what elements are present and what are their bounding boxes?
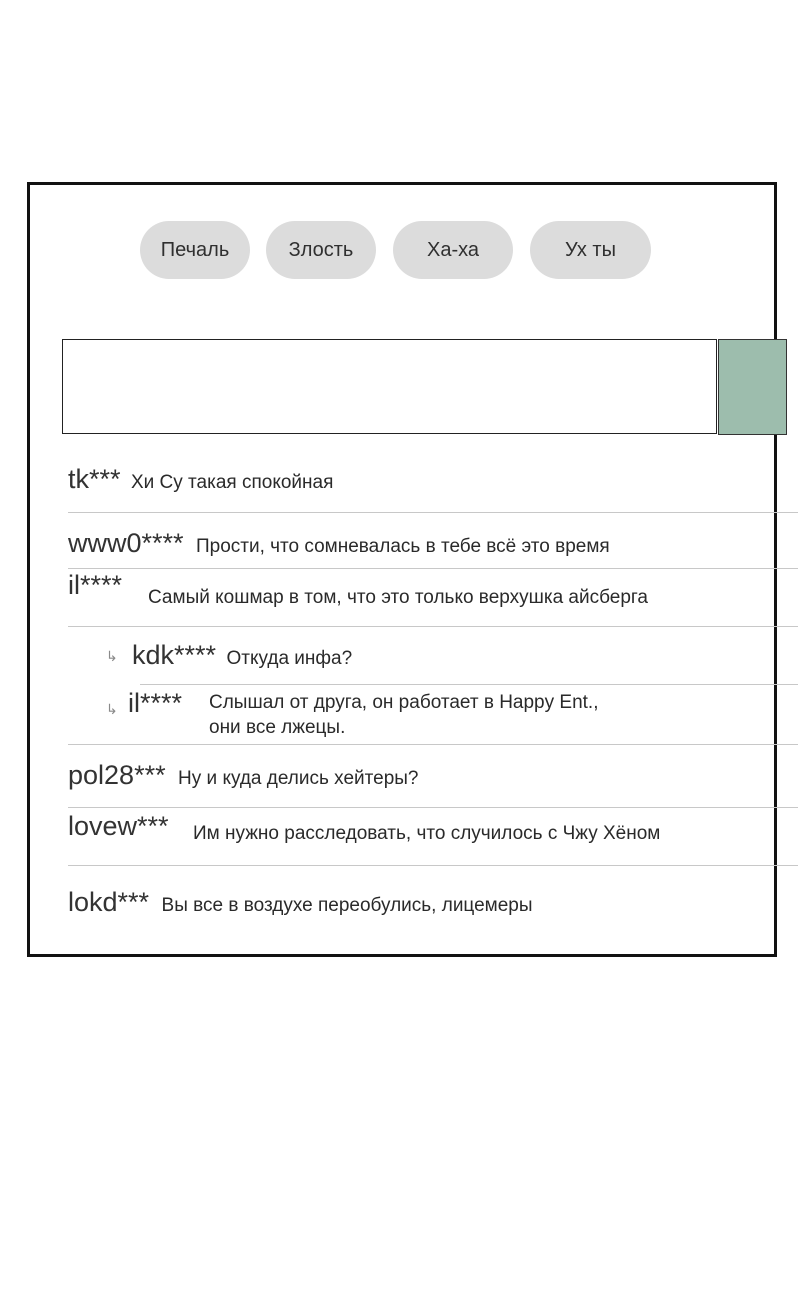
reaction-haha-button[interactable]: Ха-ха bbox=[393, 221, 513, 279]
comment-item bbox=[193, 823, 660, 845]
comment-username: www0**** bbox=[68, 528, 184, 558]
comment-item bbox=[68, 811, 169, 842]
comment-item bbox=[68, 570, 122, 601]
comment-text: Откуда инфа? bbox=[226, 648, 353, 669]
comment-username: il**** bbox=[128, 688, 183, 718]
comment-item bbox=[68, 760, 418, 791]
comment-text-line: Слышал от друга, он работает в Happy Ent., bbox=[209, 692, 599, 713]
comment-username: il**** bbox=[68, 570, 123, 600]
comment-text-line: они все лжецы. bbox=[209, 717, 346, 738]
reply-arrow-icon: ↳ bbox=[106, 648, 118, 664]
comment-text bbox=[209, 692, 598, 739]
reaction-wow-button[interactable]: Ух ты bbox=[530, 221, 651, 279]
comment-text: Им нужно расследовать, что случилось с Чжу Хёном bbox=[193, 823, 661, 844]
comment-text: Прости, что сомневалась в тебе всё это время bbox=[196, 536, 610, 557]
comment-input[interactable] bbox=[62, 339, 717, 434]
comment-text: Хи Су такая спокойная bbox=[130, 472, 334, 493]
divider bbox=[68, 512, 798, 513]
reply-item bbox=[132, 640, 352, 671]
divider bbox=[68, 568, 798, 569]
reply-item bbox=[128, 688, 182, 719]
comment-username: kdk**** bbox=[132, 640, 217, 670]
reply-arrow-icon: ↳ bbox=[106, 701, 118, 717]
comment-item bbox=[68, 464, 333, 495]
divider bbox=[68, 807, 798, 808]
divider bbox=[140, 684, 798, 685]
comment-item bbox=[148, 587, 648, 609]
comment-text: Вы все в воздухе переобулись, лицемеры bbox=[161, 895, 533, 916]
comment-item bbox=[68, 528, 610, 559]
comment-text: Ну и куда делись хейтеры? bbox=[178, 768, 419, 789]
reaction-bar bbox=[30, 185, 774, 285]
divider bbox=[68, 626, 798, 627]
comment-item bbox=[68, 887, 533, 918]
comment-username: tk*** bbox=[68, 464, 121, 494]
comment-text: Самый кошмар в том, что это только верхушка айсберга bbox=[148, 587, 648, 608]
reaction-sad-button[interactable]: Печаль bbox=[140, 221, 250, 279]
reaction-angry-button[interactable]: Злость bbox=[266, 221, 376, 279]
comment-username: lovew*** bbox=[68, 811, 169, 841]
submit-comment-button[interactable] bbox=[718, 339, 787, 435]
divider bbox=[68, 865, 798, 866]
divider bbox=[68, 744, 798, 745]
comment-username: lokd*** bbox=[68, 887, 150, 917]
comment-username: pol28*** bbox=[68, 760, 166, 790]
